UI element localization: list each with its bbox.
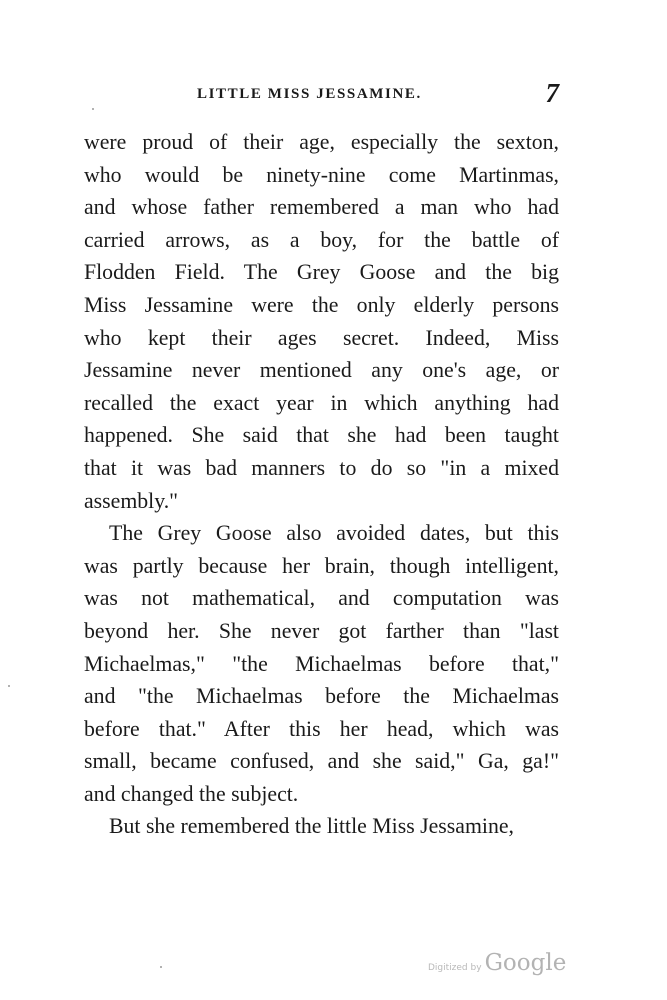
- text-line: that it was bad manners to do so "in a mixed: [84, 455, 559, 480]
- digitization-watermark: [428, 950, 566, 976]
- scan-speck: [8, 685, 10, 687]
- text-line: Miss Jessamine were the only elderly persons: [84, 292, 559, 317]
- text-line: happened. She said that she had been taught: [84, 423, 559, 448]
- running-head: LITTLE MISS JESSAMINE.: [197, 86, 422, 102]
- page-number: 7: [545, 78, 559, 108]
- text-line: was partly because her brain, though intelligent,: [84, 553, 559, 578]
- body-text: [84, 126, 559, 843]
- text-line: carried arrows, as a boy, for the battle of: [84, 227, 559, 252]
- text-line: But she remembered the little Miss Jessamine,: [109, 814, 514, 839]
- page-header: [84, 78, 559, 112]
- google-logo: Google: [484, 950, 567, 976]
- scan-speck: [160, 966, 162, 968]
- text-line: Michaelmas," "the Michaelmas before that,": [84, 651, 559, 676]
- watermark-prefix: Digitized by: [428, 963, 482, 973]
- scan-speck: [92, 108, 94, 110]
- text-line: and "the Michaelmas before the Michaelmas: [84, 684, 559, 709]
- text-line: was not mathematical, and computation was: [84, 586, 559, 611]
- text-line: and changed the subject.: [84, 781, 299, 806]
- text-line: beyond her. She never got farther than "last: [84, 618, 559, 643]
- text-line: before that." After this her head, which was: [84, 716, 559, 741]
- text-line: who kept their ages secret. Indeed, Miss: [84, 325, 559, 350]
- text-line: were proud of their age, especially the sexton,: [84, 130, 559, 154]
- text-line: who would be ninety-nine come Martinmas,: [84, 162, 559, 187]
- text-line: assembly.": [84, 488, 179, 513]
- text-line: and whose father remembered a man who had: [84, 195, 559, 220]
- text-line: recalled the exact year in which anything had: [84, 390, 559, 415]
- text-line: small, became confused, and she said," Ga, ga!": [84, 749, 559, 774]
- text-line: Flodden Field. The Grey Goose and the big: [84, 260, 559, 285]
- text-line: Jessamine never mentioned any one's age, or: [84, 358, 559, 383]
- text-line: The Grey Goose also avoided dates, but this: [109, 521, 559, 546]
